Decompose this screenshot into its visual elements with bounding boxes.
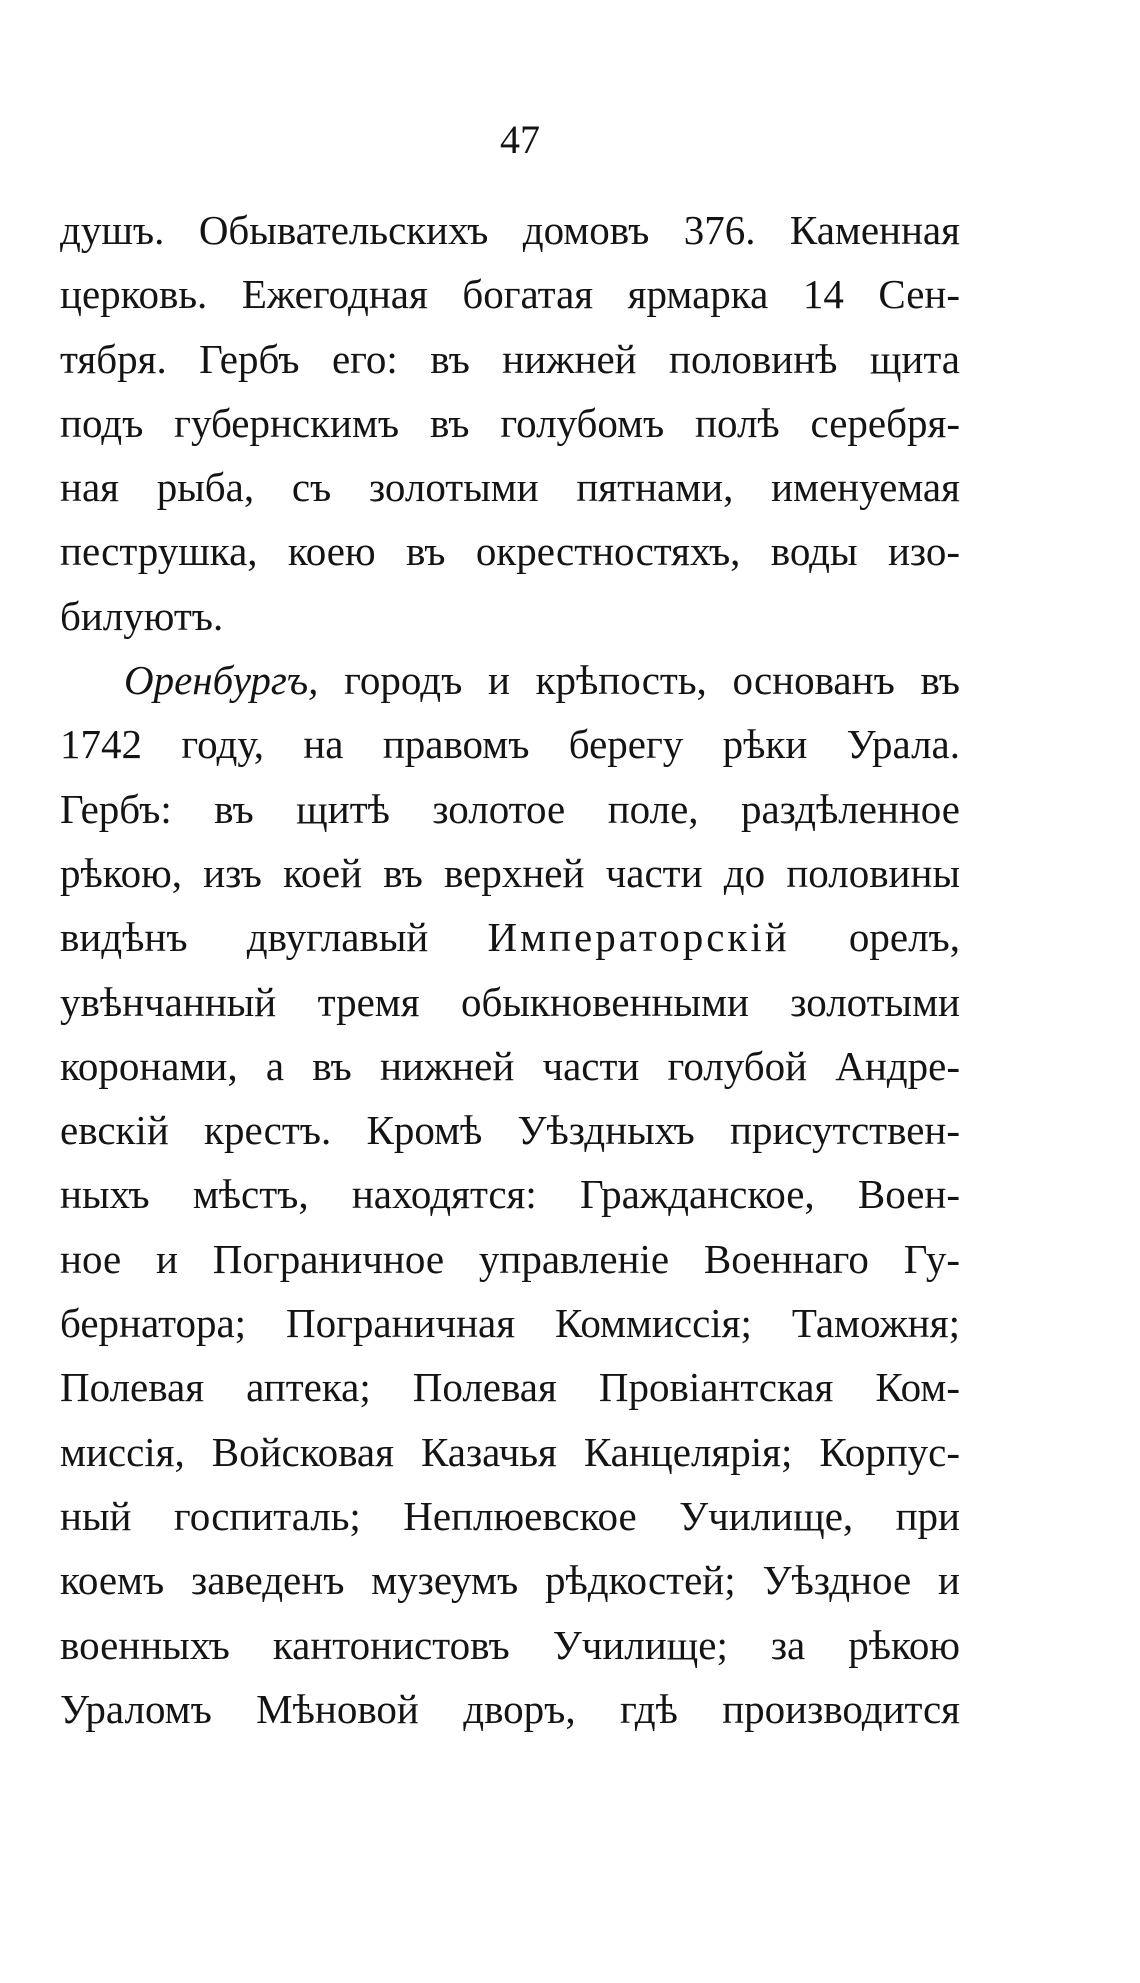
text-fragment: видѣнъ двуглавый xyxy=(60,914,488,961)
text-line: ная рыба, съ золотыми пятнами, именуемая xyxy=(60,464,960,511)
text-line: 1742 году, на правомъ берегу рѣки Урала. xyxy=(60,721,960,768)
text-line-spaced xyxy=(60,905,960,969)
text-line: ное и Пограничное управленіе Военнаго Гу- xyxy=(60,1235,960,1282)
text-line: душъ. Обывательскихъ домовъ 376. Каменная xyxy=(60,207,960,253)
text-line: подъ губернскимъ въ голубомъ полѣ серебря- xyxy=(60,399,960,446)
paragraph-first-line xyxy=(60,648,960,712)
text-fragment: орелъ, xyxy=(789,914,960,961)
body-text xyxy=(60,198,960,1741)
text-line: военныхъ кантонистовъ Училище; за рѣкою xyxy=(60,1621,960,1668)
text-line: пеструшка, коею въ окрестностяхъ, воды изо- xyxy=(60,528,960,575)
text-line: Гербъ: въ щитѣ золотое поле, раздѣленное xyxy=(60,785,960,832)
page-number: 47 xyxy=(500,117,540,162)
text-line: церковь. Ежегодная богатая ярмарка 14 Сен- xyxy=(60,271,960,318)
text-line: рѣкою, изъ коей въ верхней части до половины xyxy=(60,849,960,896)
text-line: миссія, Войсковая Казачья Канцелярія; Корпус- xyxy=(60,1428,960,1475)
text-line: Ураломъ Мѣновой дворъ, гдѣ производится xyxy=(60,1685,960,1732)
text-line: евскій крестъ. Кромѣ Уѣздныхъ присутствен- xyxy=(60,1107,960,1154)
text-line: Полевая аптека; Полевая Провіантская Ком- xyxy=(60,1364,960,1411)
text-line: билуютъ. xyxy=(60,592,224,639)
city-name: Оренбургъ, xyxy=(124,657,319,704)
spaced-word: Императорскій xyxy=(487,914,790,961)
text-line: коронами, а въ нижней части голубой Андре- xyxy=(60,1042,960,1089)
text-line: бернатора; Пограничная Коммиссія; Таможня; xyxy=(60,1300,960,1347)
text-fragment: городъ и крѣпость, основанъ въ xyxy=(318,657,960,704)
text-line: ныхъ мѣстъ, находятся: Гражданское, Воен- xyxy=(60,1171,960,1218)
text-line: коемъ заведенъ музеумъ рѣдкостей; Уѣздное и xyxy=(60,1557,960,1604)
text-line: тября. Гербъ его: въ нижней половинѣ щита xyxy=(60,335,960,382)
text-line: увѣнчанный тремя обыкновенными золотыми xyxy=(60,978,960,1025)
text-line: ный госпиталь; Неплюевское Училище, при xyxy=(60,1492,960,1539)
